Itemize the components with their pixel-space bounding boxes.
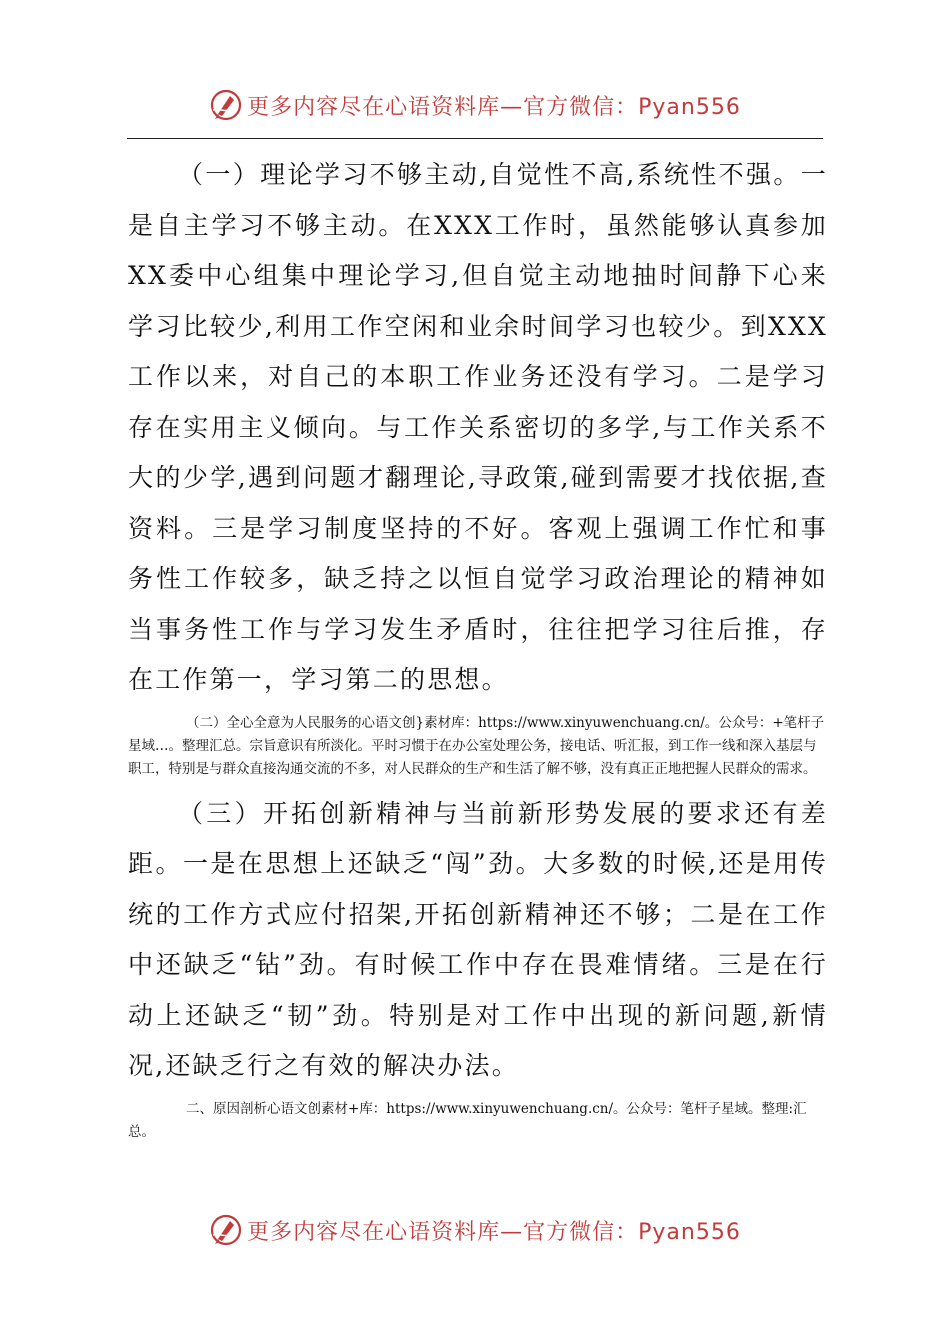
section-1-paragraph: （一）理论学习不够主动,自觉性不高,系统性不强。一是自主学习不够主动。在XXX工作时，虽然能够认真参加XX委中心组集中理论学习,但自觉主动地抽时间静下心来学习比较少,利用工作空闲和业余时间学习也较少。到XXX工作以来，对自己的本职工作业务还没有学习。二是学习存在实用主义倾向。与工作关系密切的多学,与工作关系不大的少学,遇到问题才翻理论,寻政策,碰到需要才找依据,查资料。三是学习制度坚持的不好。客观上强调工作忙和事务性工作较多，缺乏持之以恒自觉学习政治理论的精神如当事务性工作与学习发生矛盾时，往往把学习往后推，存在工作第一，学习第二的思想。 [128,160,828,694]
section-2-paragraph: （二）全心全意为人民服务的心语文创}素材库：https://www.xinyuwenchuang.cn/。公众号：+笔杆子星域…。整理汇总。宗旨意识有所淡化。平时习惯于在办公室处理公务，接电话、听汇报，到工作一线和深入基层与职工，特别是与群众直接沟通交流的不多，对人民群众的生产和生活了解不够，没有真正正地把握人民群众的需求。 [128,714,825,777]
section-3-paragraph: （三）开拓创新精神与当前新形势发展的要求还有差距。一是在思想上还缺乏“闯”劲。大多数的时候,还是用传统的工作方式应付招架,开拓创新精神还不够；二是在工作中还缺乏“钻”劲。有时候工作中存在畏难情绪。三是在行动上还缺乏“韧”劲。特别是对工作中出现的新问题,新情况,还缺乏行之有效的解决办法。 [128,798,828,1080]
section-4-paragraph: 二、原因剖析心语文创素材+库：https://www.xinyuwenchuang.cn/。公众号：笔杆子星域。整理:汇总。 [128,1100,807,1140]
pen-nib-logo-icon [209,88,243,122]
banner-text: 更多内容尽在心语资料库—官方微信：Pyan556 [247,1219,741,1245]
header-banner [0,83,950,127]
banner-text: 更多内容尽在心语资料库—官方微信：Pyan556 [247,94,741,120]
header-divider [127,138,823,139]
pen-nib-logo-icon [209,1213,243,1247]
footer-banner [0,1208,950,1252]
document-body [128,150,828,1152]
